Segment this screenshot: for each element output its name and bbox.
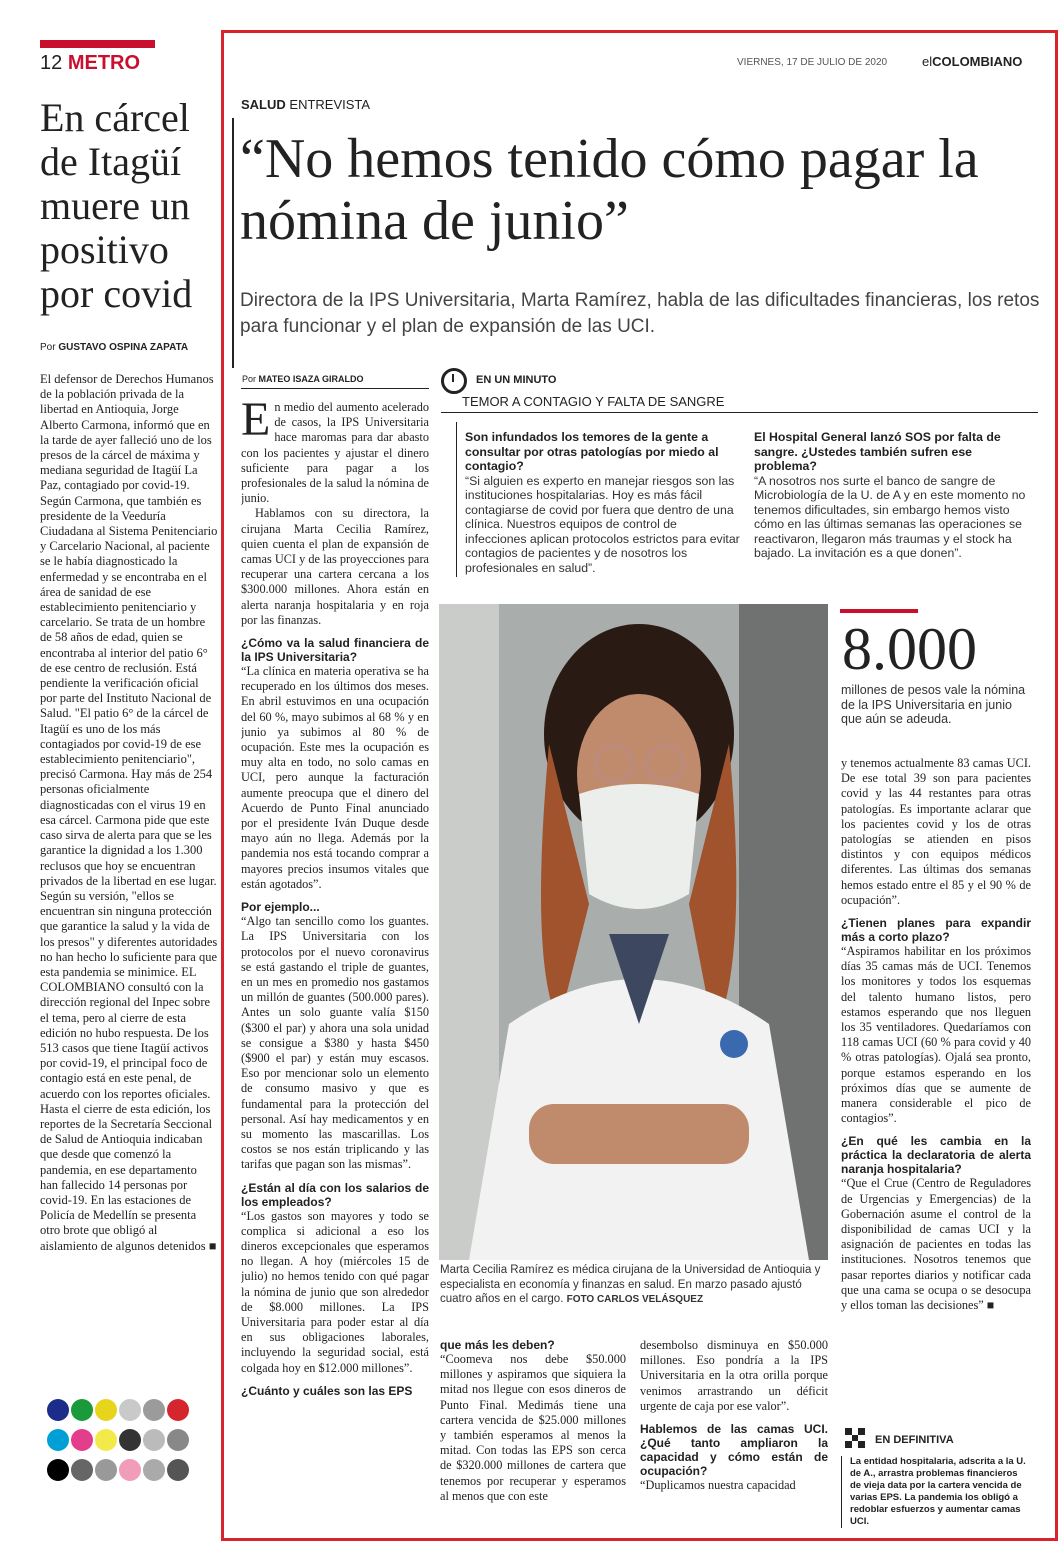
question: que más les deben? (440, 1338, 555, 1352)
question: Por ejemplo... (241, 900, 320, 915)
definitiva-title: EN DEFINITIVA (875, 1434, 954, 1446)
print-color-bar (46, 1397, 218, 1487)
question: ¿Tienen planes para expandir más a corto plazo? (841, 916, 1031, 945)
masthead-logo: elCOLOMBIANO (922, 54, 1023, 69)
article-column-1: En medio del aumento acelerado de casos, la IPS Universitaria hace maromas para dar abasto con los pacientes y ajustar el dinero suficiente para pagar a los profesionales de la salud la nómina de junio. Hablamos con su directora, la cirujana Marta Cecilia Ramírez, quien cuenta el plan de expansión de camas UCI y de las proyecciones para recuperar una cartera cercana a los $300.000 millones. Ahora están en alerta naranja hospitalaria y en roja por las finanzas. ¿Cómo va la salud financiera de la IPS Universitaria? “La clínica en materia operativa se ha recuperado en los últimos dos meses. En abril estuvimos en una ocupación del 60 %, mayo subimos al 68 % y en junio ya subimos al 80 % de ocupación. Este mes la ocupación es muy alta en todo, no solo camas en UCI, pero aunque la facturación aumente preocupa que el dinero del Acuerdo de Punto Final anunciado por el presidente Iván Duque desde mayo aún no llega. Además por la pandemia nos está tocando comprar a mayores precios insumos vitales que están agotados”. Por ejemplo... “Algo tan sencillo como los guantes. La IPS Universitaria con los protocolos por el nuevo coronavirus se está gastando el triple de guantes, en un mes en promedio nos gastamos un millón de guantes (500.000 pares). Antes un solo guante valía $150 ($300 el par) y ahora una sola unidad se consigue a $380 y hasta $450 ($900 el par) y están muy escasos. Eso por mencionar solo un elemento de consumo masivo y que es fundamental para la protección del personal. Así hay medicamentos y en su momento las mascarillas. Los costos se nos están triplicando y las tarifas que pagan son las mismas”. ¿Están al día con los salarios de los empleados? “Los gastos son mayores y todo se complica si adicional a eso los dineros excepcionales que esperamos no llegan. A hoy (miércoles 15 de julio) no hemos tenido con qué pagar la nómina de junio que son alrededor de $8.000 millones. La IPS Universitaria para poder estar al día en sus obligaciones laborales, incluyendo la seguridad social, está colgada hoy en $12.000 millones”. ¿Cuánto y cuáles son las EPS (241, 400, 429, 1398)
headline-rule (232, 118, 234, 368)
drop-cap: E (241, 400, 271, 446)
minuto-rule (441, 412, 1038, 413)
question: ¿Cuánto y cuáles son las EPS (241, 1383, 413, 1398)
sidebar-body: El defensor de Derechos Humanos de la población privada de la libertad en Antioquia, Jorge Alberto Carmona, informó que en la tarde de ayer falleció uno de los presos de la cárcel de máxima y mediana seguridad de Itagüí La Paz, contagiado por covid-19. Según Carmona, que también es presidente de la Veeduría Ciudadana al Sistema Penitenciario y Carcelario Nacional, al paciente se le había diagnosticado la enfermedad y se encontraba en el área de sanidad de ese establecimiento penitenciario y carcelario. Se trata de un hombre de 58 años de edad, quien se encontraba al interior del patio 6° de ese centro de reclusión. Está pendiente la verificación oficial por parte del Instituto Nacional de Salud. "El patio 6° de la cárcel de Itagüí es uno de los más contagiados por covid-19 de ese establecimiento penitenciario", precisó Carmona. Hay más de 254 personas oficialmente diagnosticadas con el virus 19 en esa cárcel. Carmona pide que este caso sirva de alerta para que se les garantice la dignidad a los 1.300 reclusos que hoy se encuentran privados de la libertad en ese lugar. Según su versión, "ellos se encuentran sin ninguna protección que garantice la salud y la vida de los presos" y diferentes autoridades no han hecho lo suficiente para que esta pandemia se minimice. EL COLOMBIANO consultó con la dirección regional del Inpec sobre el tema, pero al cierre de esta edición no hubo respuesta. De los 513 casos que tiene Itagüí activos por covid-19, el principal foco de contagio está en este penal, de acuerdo con los reportes oficiales. Hasta el cierre de esta edición, los reportes de la Secretaría Seccional de Salud de Antioquia indicaban que desde que comenzó la pandemia, en ese departamento han fallecido 14 personas por covid-19. En las estaciones de Policía de Medellín se presenta otro brote que obligó al aislamiento de algunos detenidos ■ (40, 372, 218, 1253)
article-column-2: que más les deben? “Coomeva nos debe $50.000 millones y aspiramos que siquiera la mitad nos llegue con esos dineros de Punto Final. Medimás tiene una cartera vencida de $25.000 millones y también esperamos al menos la mitad. Con todas las EPS son cerca de $320.000 millones de cartera que tenemos por recuperar y esperamos al menos que con este (440, 1338, 626, 1503)
question: ¿En qué les cambia en la práctica la declaratoria de alerta naranja hospitalaria? (841, 1134, 1031, 1177)
question: ¿Están al día con los salarios de los empleados? (241, 1180, 429, 1209)
article-column-4: y tenemos actualmente 83 camas UCI. De ese total 39 son para pacientes covid y las 44 restantes para otras patologías. Es importante aclarar que los pacientes covid y los de otras patologías se atienden en pisos distintos y con equipos médicos diferentes. Las últimas dos semanas hemos estado entre el 85 y el 90 % de ocupación”. ¿Tienen planes para expandir más a corto plazo? “Aspiramos habilitar en los próximos días 35 camas más de UCI. Tenemos los monitores y todos los esquemas del talento humano listos, pero estamos esperando que nos lleguen los 35 ventiladores. Quedaríamos con 118 camas UCI (60 % para covid y 40 % otras patologías). Ojalá sea pronto, porque estamos esperando en los próximos días que se aumente de manera considerable el pico de contagios”. ¿En qué les cambia en la práctica la declaratoria de alerta naranja hospitalaria? “Que el Crue (Centro de Reguladores de Urgencias y Emergencias) de la Gobernación asume el control de la disponibilidad de camas UCI y la asignación de pacientes en todas las instituciones. Nosotros tenemos que pasar reportes diarios y notificar cada que una cama se ocupa o se desocupa y ellos toman las decisiones” ■ (841, 756, 1031, 1313)
stat-text: millones de pesos vale la nómina de la IPS Universitaria en junio que aún se adeuda. (841, 683, 1026, 726)
article-column-3: desembolso disminuya en $50.000 millones. Eso pondría a la IPS Universitaria en la otra orilla porque venimos arrastrando un déficit urgente de caja por ese valor”. Hablemos de las camas UCI. ¿Qué tanto ampliaron la capacidad y cómo están de ocupación? “Duplicamos nuestra capacidad (640, 1338, 828, 1493)
definitiva-text: La entidad hospitalaria, adscrita a la U. de A., arrastra problemas financieros de vieja data por la cartera vencida de varias EPS. La pandemia los obligó a redoblar esfuerzos y aumentar camas UCI. (841, 1456, 1031, 1528)
article-byline: Por MATEO ISAZA GIRALDO (242, 374, 364, 384)
minuto-right: El Hospital General lanzó SOS por falta de sangre. ¿Ustedes también sufren ese problema? “A nosotros nos surte el banco de sangre de Microbiología de la U. de A y en este momento no tenemos dificultades, sin embargo hemos visto cómo en las últimas semanas las operaciones se reactivaron, llegaron más traumas y el stock ha bajado. La invitación es a que donen”. (754, 430, 1026, 560)
section-rule (40, 40, 155, 48)
sidebar-headline: En cárcel de Itagüí muere un positivo por covid (40, 95, 193, 316)
stat-number: 8.000 (842, 616, 977, 682)
en-definitiva-box (841, 1434, 1031, 1528)
photo-credit: FOTO CARLOS VELÁSQUEZ (566, 1294, 704, 1305)
clock-icon (441, 368, 467, 394)
sidebar-byline: Por GUSTAVO OSPINA ZAPATA (40, 342, 189, 353)
minuto-subtitle: TEMOR A CONTAGIO Y FALTA DE SANGRE (462, 394, 725, 409)
stat-rule (840, 609, 918, 613)
portrait-photo (439, 604, 828, 1260)
article-headline: “No hemos tenido cómo pagar la nómina de junio” (240, 128, 979, 252)
byline-rule (241, 388, 429, 389)
page-number: 12 METRO (40, 52, 141, 74)
minuto-left-rule (456, 422, 457, 577)
checker-icon (845, 1428, 865, 1448)
article-deck: Directora de la IPS Universitaria, Marta Ramírez, habla de las dificultades financieras, los retos para funcionar y el plan de expansión de las UCI. (240, 290, 1040, 337)
section-label: SALUD ENTREVISTA (241, 97, 371, 112)
question: Hablemos de las camas UCI. ¿Qué tanto ampliaron la capacidad y cómo están de ocupación? (640, 1422, 828, 1479)
minuto-title: EN UN MINUTO (476, 374, 557, 386)
photo-caption: Marta Cecilia Ramírez es médica cirujana de la Universidad de Antioquia y especialista en economía y finanzas en salud. En marzo pasado ajustó cuatro años en el cargo. FOTO CARLOS VELÁSQUEZ (440, 1264, 821, 1305)
issue-date: VIERNES, 17 DE JULIO DE 2020 (737, 57, 888, 68)
question: ¿Cómo va la salud financiera de la IPS Universitaria? (241, 636, 429, 665)
section-name: METRO (67, 52, 141, 74)
minuto-left: Son infundados los temores de la gente a consultar por otras patologías por miedo al contagio? “Si alguien es experto en manejar riesgos son las instituciones hospitalarias. Hoy es más fácil contagiarse de covid por fuera que dentro de una clínica. Nuestros equipos de control de infecciones aplican protocolos estrictos para evitar contagios de pacientes y de nosotros los profesionales en salud”. (465, 430, 740, 575)
